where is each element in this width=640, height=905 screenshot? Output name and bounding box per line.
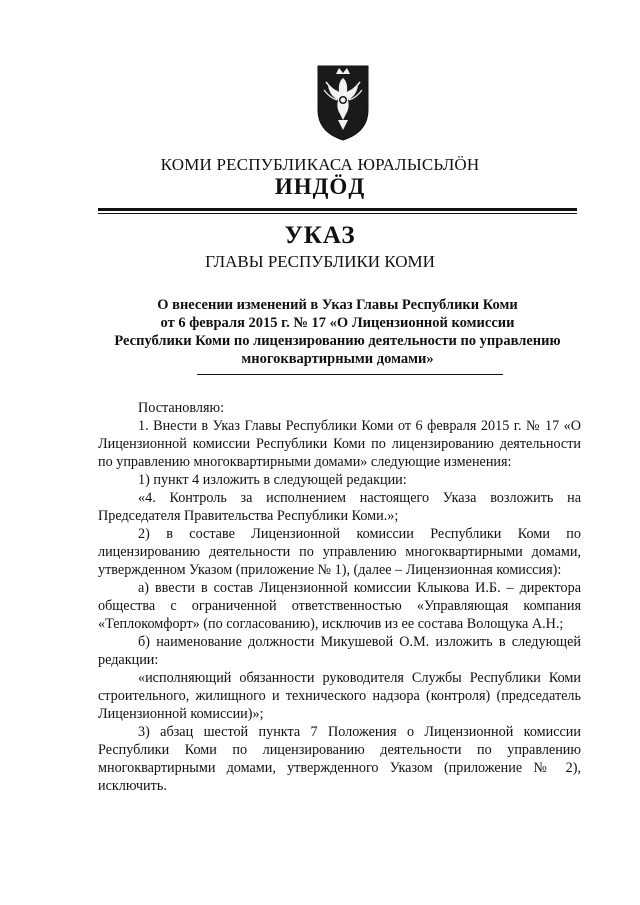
coat-of-arms-emblem (314, 60, 372, 142)
subject-line: О внесении изменений в Указ Главы Республики Коми (157, 297, 518, 313)
body-paragraph: а) ввести в состав Лицензионной комиссии Клыкова И.Б. – директора общества с ограниченной ответственностью «Управляющая компания «Теплокомфорт» (по согласованию), исключив из ее состава Волощука А.Н.; (98, 580, 581, 632)
decree-subject (98, 296, 577, 368)
document-type-komi: ИНДӦД (274, 174, 366, 199)
body-paragraph: 1) пункт 4 изложить в следующей редакции: (138, 472, 407, 488)
subject-underline (197, 374, 503, 375)
body-paragraph: б) наименование должности Микушевой О.М. изложить в следующей редакции: (98, 634, 581, 668)
decree-body (98, 399, 581, 795)
header-divider-thick (98, 208, 577, 211)
subject-line: многоквартирными домами» (241, 351, 434, 367)
decree-issuer: ГЛАВЫ РЕСПУБЛИКИ КОМИ (205, 252, 435, 271)
body-paragraph: 3) абзац шестой пункта 7 Положения о Лицензионной комиссии Республики Коми по лицензированию деятельности по управлению многоквартирными домами, утвержденного Указом (приложение № 2), исключить. (98, 724, 581, 794)
subject-line: Республики Коми по лицензированию деятельности по управлению (114, 333, 561, 349)
body-paragraph: «исполняющий обязанности руководителя Службы Республики Коми строительного, жилищного и технического надзора (контроля) (председатель Лицензионной комиссии)»; (98, 670, 581, 722)
header-divider-thin (98, 213, 577, 214)
body-paragraph: 2) в составе Лицензионной комиссии Республики Коми по лицензированию деятельности по управлению многоквартирными домами, утвержденном Указом (приложение № 1), (далее – Лицензионная комиссия): (98, 526, 581, 578)
subject-line: от 6 февраля 2015 г. № 17 «О Лицензионной комиссии (160, 315, 515, 331)
body-paragraph: 1. Внести в Указ Главы Республики Коми от 6 февраля 2015 г. № 17 «О Лицензионной комиссии Республики Коми по лицензированию деятельности по управлению многоквартирными домами» следующие изменения: (98, 418, 581, 470)
body-paragraph: Постановляю: (138, 400, 225, 416)
body-paragraph: «4. Контроль за исполнением настоящего Указа возложить на Председателя Правительства Республики Коми.»; (98, 490, 581, 524)
republic-name-komi: КОМИ РЕСПУБЛИКАСА ЮРАЛЫСЬЛӦН (160, 155, 480, 174)
decree-title: УКАЗ (284, 222, 356, 249)
